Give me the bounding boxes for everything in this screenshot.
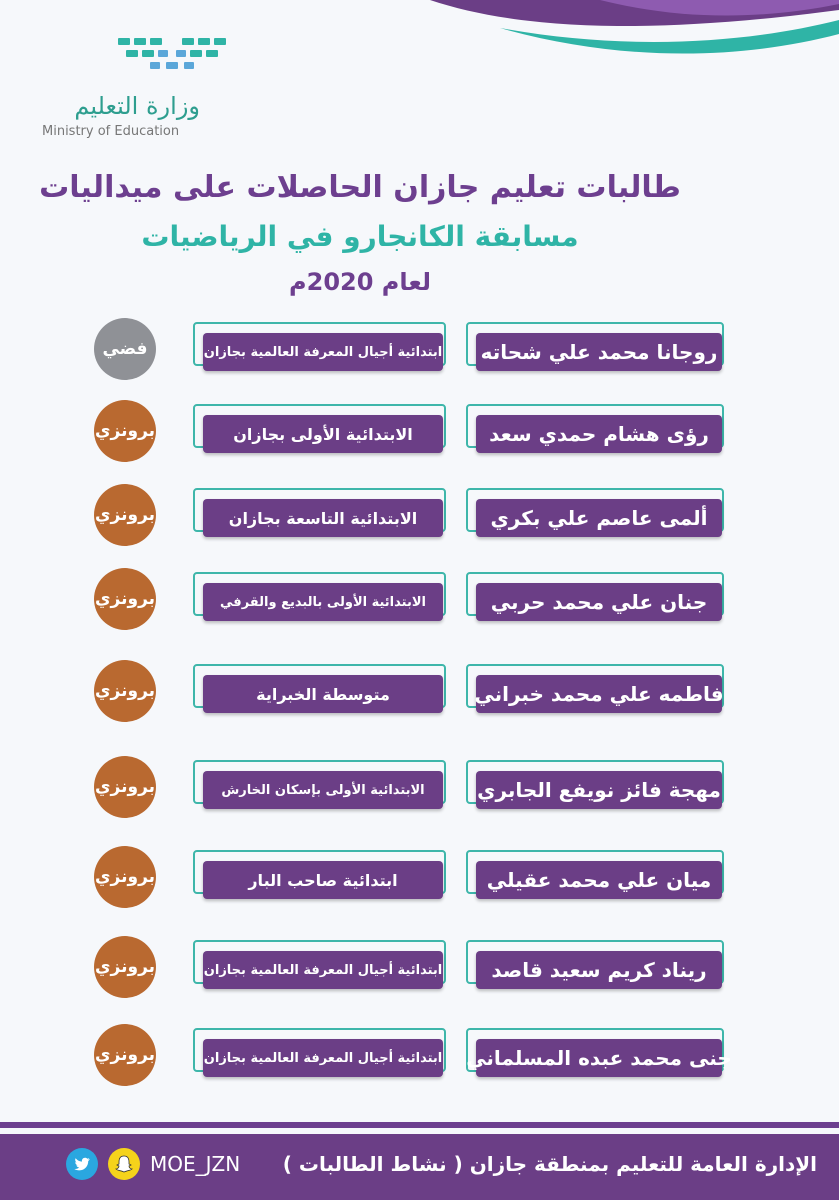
student-name: فاطمه علي محمد خبراني	[476, 675, 722, 713]
logo-dots-icon	[118, 34, 228, 74]
medal-badge: برونزي	[94, 1024, 156, 1086]
twitter-icon[interactable]	[66, 1148, 98, 1180]
ministry-logo	[40, 34, 210, 144]
winner-row	[0, 568, 839, 638]
school-name: متوسطة الخبراية	[203, 675, 443, 713]
footer-bar	[0, 1134, 839, 1200]
student-name: جنى محمد عبده المسلماني	[476, 1039, 722, 1077]
school-name: ابتدائية أجيال المعرفة العالمية بجازان	[203, 333, 443, 371]
medal-badge: برونزي	[94, 846, 156, 908]
student-name: روجانا محمد علي شحاته	[476, 333, 722, 371]
footer-accent-line	[0, 1122, 839, 1128]
winner-row	[0, 660, 839, 730]
page-title-line-1: طالبات تعليم جازان الحاصلات على ميداليات	[39, 170, 681, 205]
school-name: ابتدائية أجيال المعرفة العالمية بجازان	[203, 951, 443, 989]
social-handle[interactable]: MOE_JZN	[150, 1152, 241, 1176]
student-name: جنان علي محمد حربي	[476, 583, 722, 621]
student-name: مهجة فائز نويفع الجابري	[476, 771, 722, 809]
school-name: الابتدائية الأولى بإسكان الخارش	[203, 771, 443, 809]
medal-badge: فضي	[94, 318, 156, 380]
student-name: ميان علي محمد عقيلي	[476, 861, 722, 899]
winner-row	[0, 756, 839, 826]
student-name: رؤى هشام حمدي سعد	[476, 415, 722, 453]
student-name: ريناد كريم سعيد قاصد	[476, 951, 722, 989]
logo-english-text: Ministry of Education	[42, 124, 180, 139]
medal-badge: برونزي	[94, 936, 156, 998]
page-title-line-3: لعام 2020م	[289, 268, 431, 296]
medal-badge: برونزي	[94, 660, 156, 722]
winner-row	[0, 846, 839, 916]
winner-row	[0, 318, 839, 388]
student-name: ألمى عاصم علي بكري	[476, 499, 722, 537]
school-name: الابتدائية الأولى بجازان	[203, 415, 443, 453]
school-name: ابتدائية صاحب البار	[203, 861, 443, 899]
winner-row	[0, 484, 839, 554]
medal-badge: برونزي	[94, 568, 156, 630]
winner-row	[0, 400, 839, 470]
medal-badge: برونزي	[94, 484, 156, 546]
school-name: الابتدائية الأولى بالبديع والقرفي	[203, 583, 443, 621]
school-name: الابتدائية التاسعة بجازان	[203, 499, 443, 537]
medal-badge: برونزي	[94, 400, 156, 462]
footer-text: الإدارة العامة للتعليم بمنطقة جازان ( نشاط الطالبات )	[282, 1152, 817, 1176]
logo-arabic-text: وزارة التعليم	[74, 92, 200, 120]
medal-badge: برونزي	[94, 756, 156, 818]
winner-row	[0, 936, 839, 1006]
school-name: ابتدائية أجيال المعرفة العالمية بجازان	[203, 1039, 443, 1077]
snapchat-icon[interactable]	[108, 1148, 140, 1180]
page-title-line-2: مسابقة الكانجارو في الرياضيات	[141, 220, 579, 253]
winner-row	[0, 1024, 839, 1094]
